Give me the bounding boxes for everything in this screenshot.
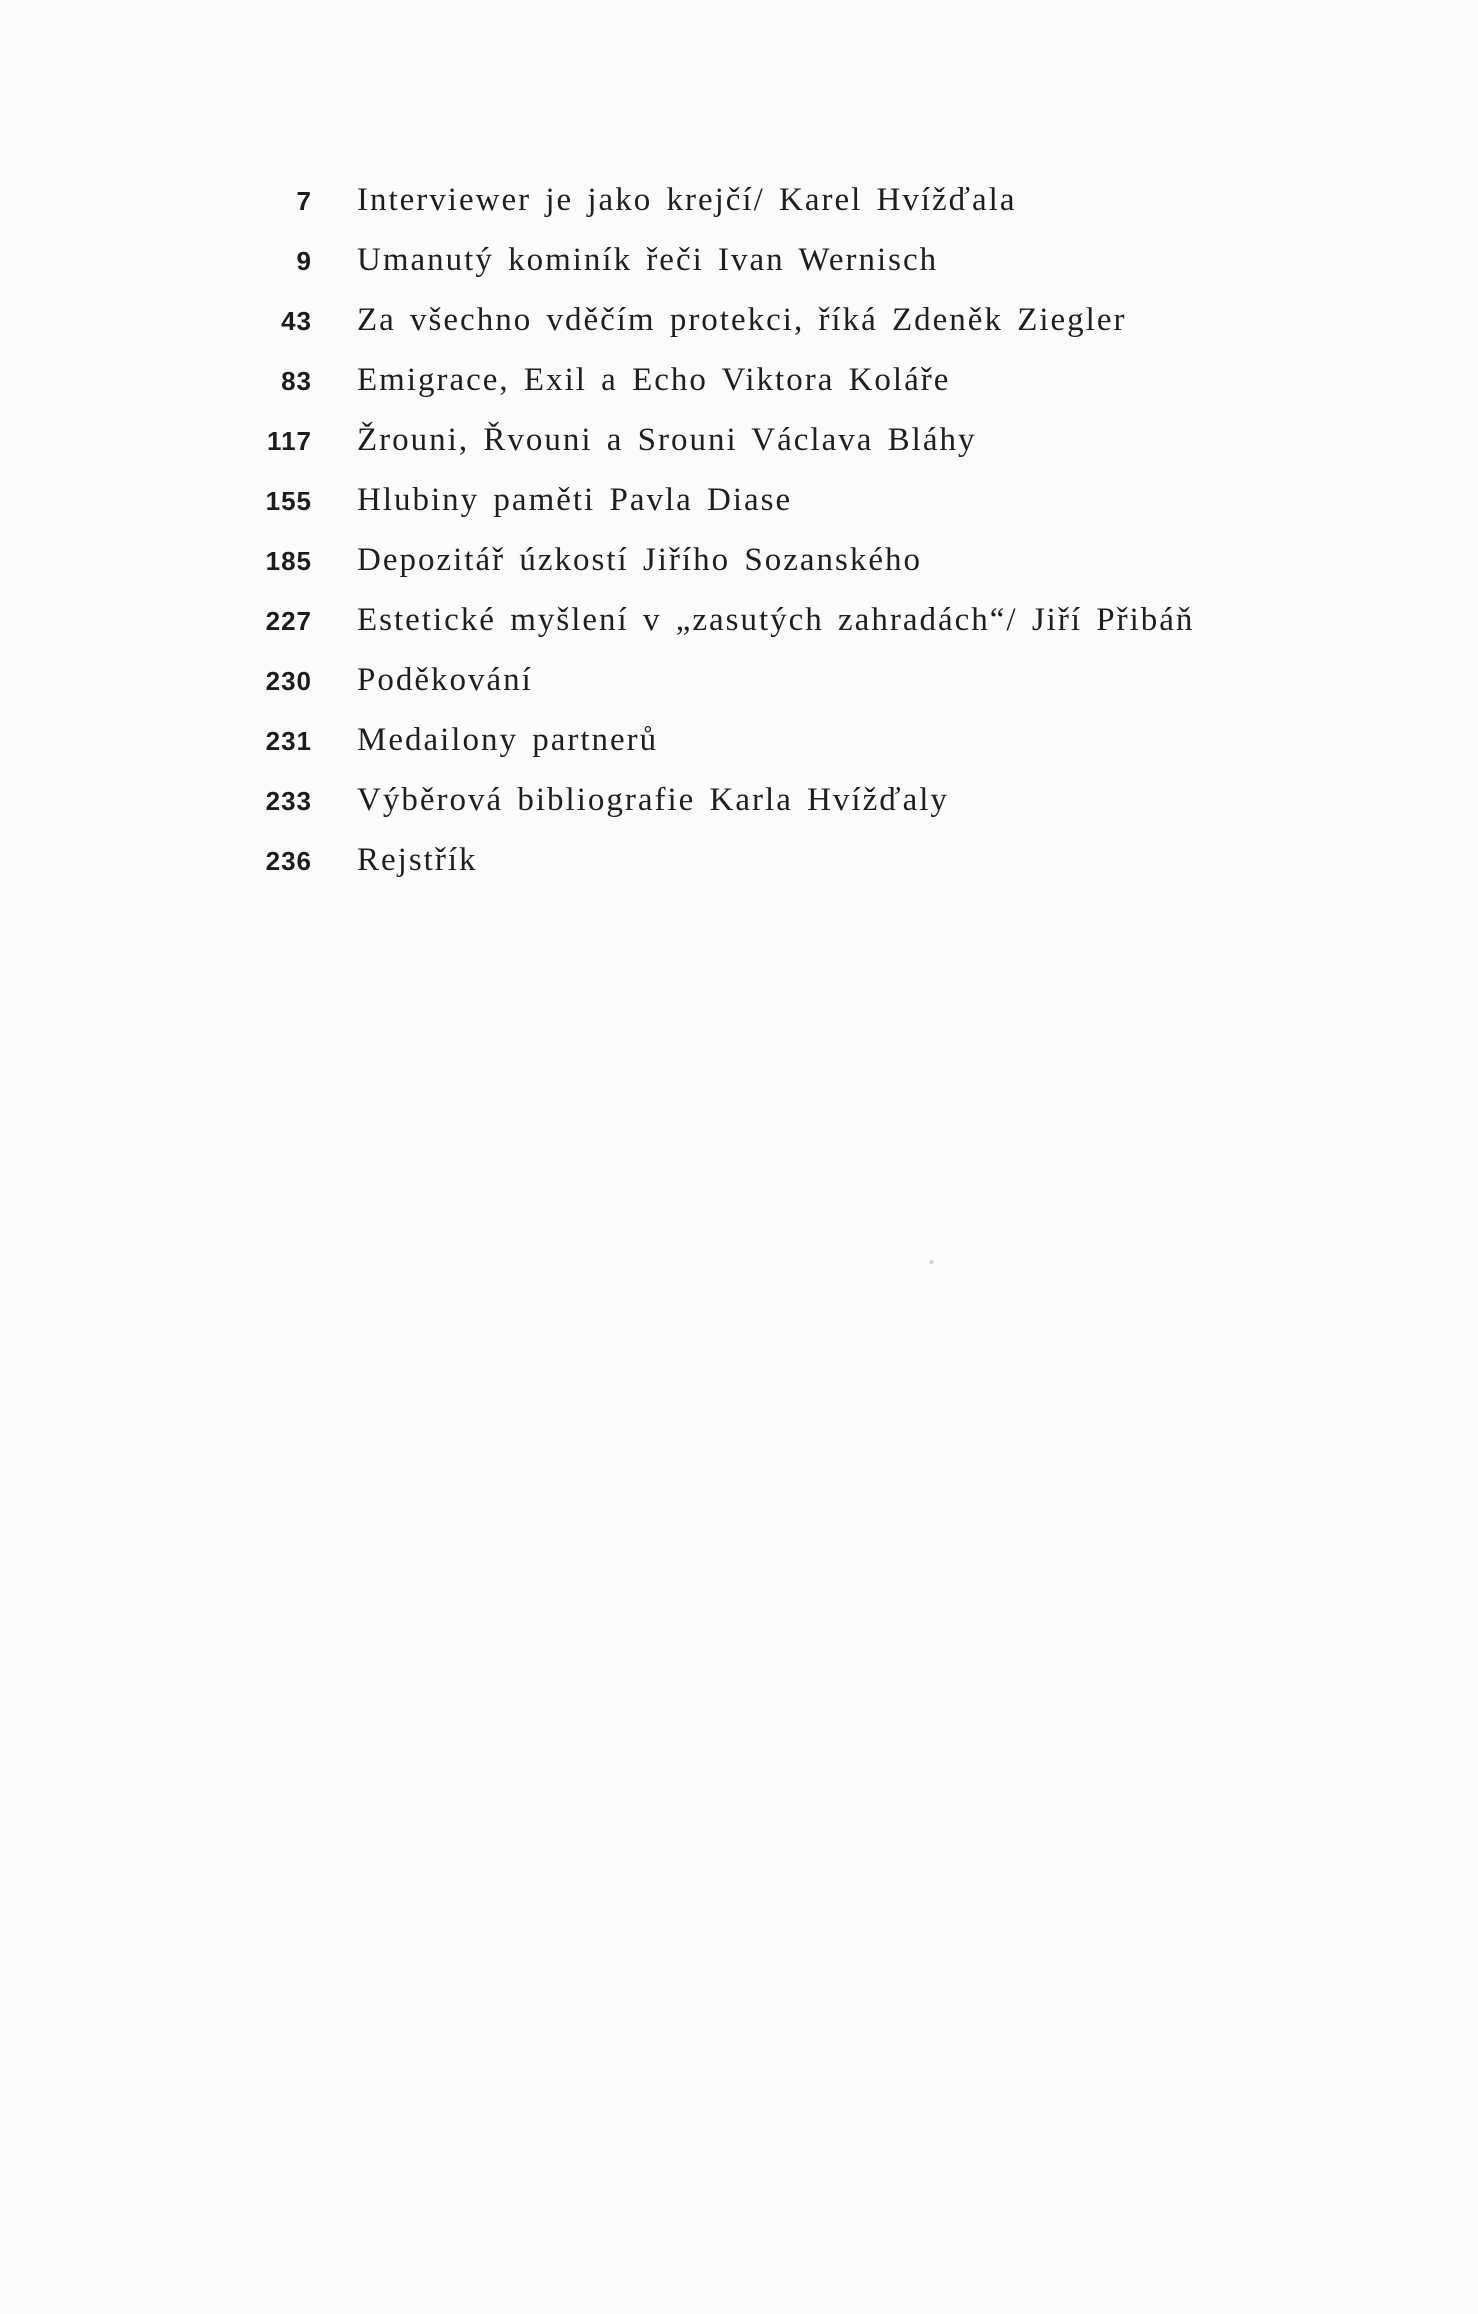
toc-page-number: 185 <box>265 546 312 576</box>
toc-entry <box>0 290 1478 350</box>
toc-entry-title: Estetické myšlení v „zasutých zahradách“/ Jiří Přibáň <box>357 602 1195 638</box>
toc-entry <box>0 710 1478 770</box>
toc-entry <box>0 650 1478 710</box>
toc-entry-title: Medailony partnerů <box>357 722 659 758</box>
toc-entry-title: Za všechno vděčím protekci, říká Zdeněk Ziegler <box>357 302 1127 338</box>
paper-speck <box>929 1260 934 1264</box>
toc-entry <box>0 590 1478 650</box>
toc-entry <box>0 350 1478 410</box>
toc-page-number: 7 <box>296 186 312 216</box>
toc-entry <box>0 770 1478 830</box>
toc-page-number: 227 <box>265 606 312 636</box>
toc-entry <box>0 170 1478 230</box>
toc-page-number: 155 <box>265 486 312 516</box>
toc-page-number: 230 <box>265 666 312 696</box>
toc-entry <box>0 470 1478 530</box>
toc-entry-title: Rejstřík <box>357 842 478 878</box>
toc-entry-title: Interviewer je jako krejčí/ Karel Hvížďala <box>357 182 1017 218</box>
toc-entry-title: Umanutý kominík řeči Ivan Wernisch <box>357 242 939 278</box>
toc-page-number: 233 <box>265 786 312 816</box>
toc-entry-title: Žrouni, Řvouni a Srouni Václava Bláhy <box>357 422 977 458</box>
toc-entry <box>0 530 1478 590</box>
toc-entry <box>0 230 1478 290</box>
toc-entry-title: Depozitář úzkostí Jiřího Sozanského <box>357 542 922 578</box>
toc-page-number: 43 <box>281 306 312 336</box>
toc-page-number: 236 <box>265 846 312 876</box>
toc-page-number: 83 <box>281 366 312 396</box>
toc-page-number: 9 <box>296 246 312 276</box>
toc-entry-title: Výběrová bibliografie Karla Hvížďaly <box>357 782 949 818</box>
toc-entry-title: Hlubiny paměti Pavla Diase <box>357 482 793 518</box>
toc-entry <box>0 830 1478 890</box>
toc-page-number: 117 <box>267 426 312 456</box>
toc-entry-title: Poděkování <box>357 662 533 698</box>
table-of-contents <box>0 170 1478 890</box>
toc-page-number: 231 <box>265 726 312 756</box>
toc-entry-title: Emigrace, Exil a Echo Viktora Koláře <box>357 362 951 398</box>
toc-entry <box>0 410 1478 470</box>
